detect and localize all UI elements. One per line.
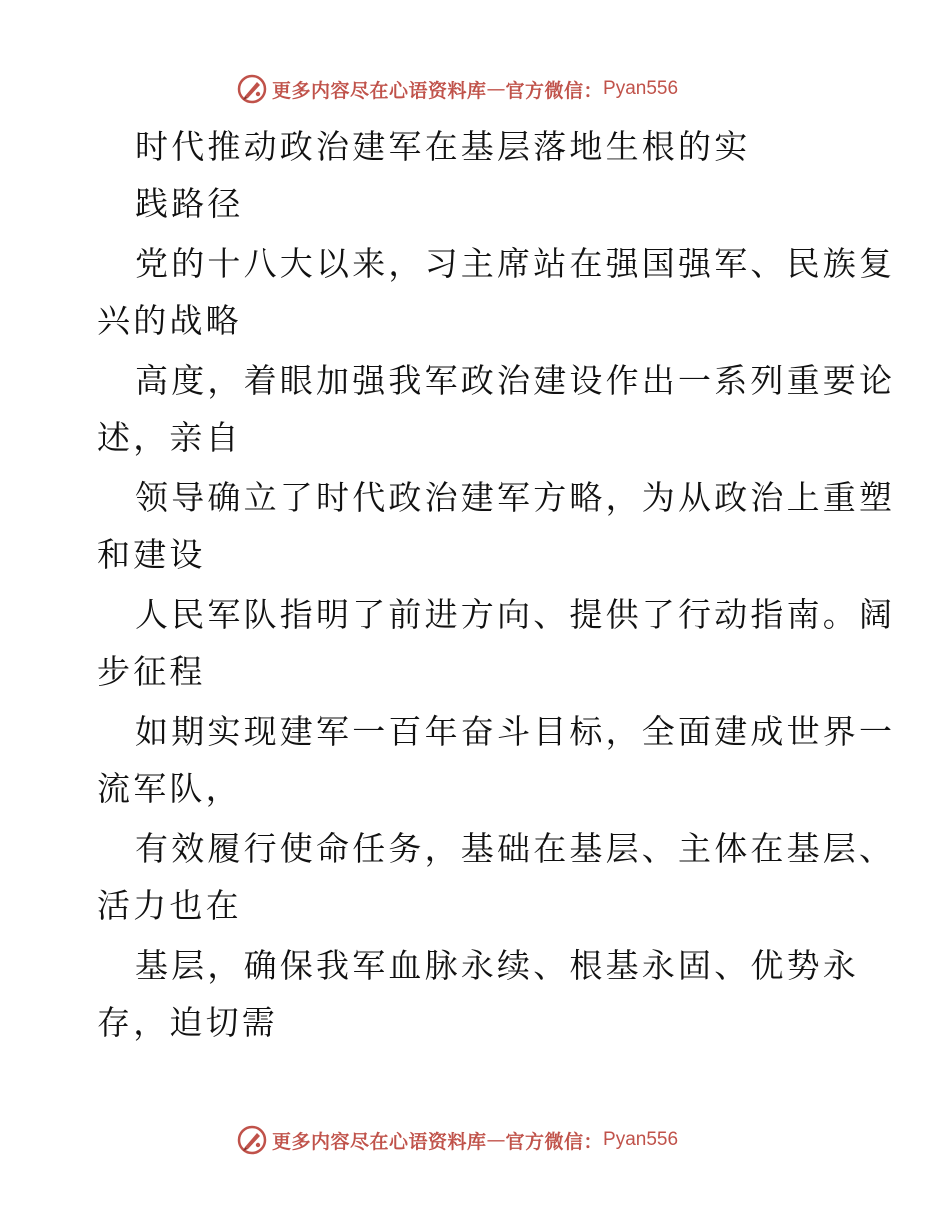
- text-line: 党的十八大以来，习主席站在强国强军、民族复: [135, 244, 896, 283]
- text-line: 存，迫切需: [97, 1003, 278, 1042]
- text-line: 流军队，: [97, 769, 242, 808]
- text-line: 活力也在: [97, 886, 242, 925]
- watermark-separator: —: [486, 78, 506, 100]
- watermark-wechat-label: 官方微信：: [505, 79, 604, 102]
- footer-watermark: [236, 1123, 678, 1157]
- text-line: 有效履行使命任务，基础在基层、主体在基层、: [135, 829, 896, 868]
- watermark-text: 更多内容尽在心语资料库: [272, 79, 487, 102]
- watermark-wechat-label: 官方微信：: [505, 1130, 604, 1153]
- text-line: 和建设: [97, 535, 206, 574]
- text-line: 步征程: [97, 652, 206, 691]
- pen-logo-icon: [236, 73, 268, 105]
- text-line: 兴的战略: [97, 301, 242, 340]
- text-line: 践路径: [135, 184, 244, 223]
- text-line: 人民军队指明了前进方向、提供了行动指南。阔: [135, 595, 896, 634]
- watermark-text: 更多内容尽在心语资料库: [272, 1130, 487, 1153]
- text-line: 高度，着眼加强我军政治建设作出一系列重要论: [135, 361, 896, 400]
- watermark-wechat-id: Pyan556: [603, 78, 679, 99]
- text-line: 基层，确保我军血脉永续、根基永固、优势永: [135, 946, 859, 985]
- text-line: 如期实现建军一百年奋斗目标，全面建成世界一: [135, 712, 896, 751]
- pen-logo-icon: [236, 1124, 268, 1156]
- text-line: 述，亲自: [97, 418, 242, 457]
- text-line: 领导确立了时代政治建军方略，为从政治上重塑: [135, 478, 896, 517]
- watermark-separator: —: [486, 1129, 506, 1151]
- header-watermark: [236, 72, 678, 106]
- text-line: 时代推动政治建军在基层落地生根的实: [135, 127, 751, 166]
- watermark-wechat-id: Pyan556: [603, 1129, 679, 1150]
